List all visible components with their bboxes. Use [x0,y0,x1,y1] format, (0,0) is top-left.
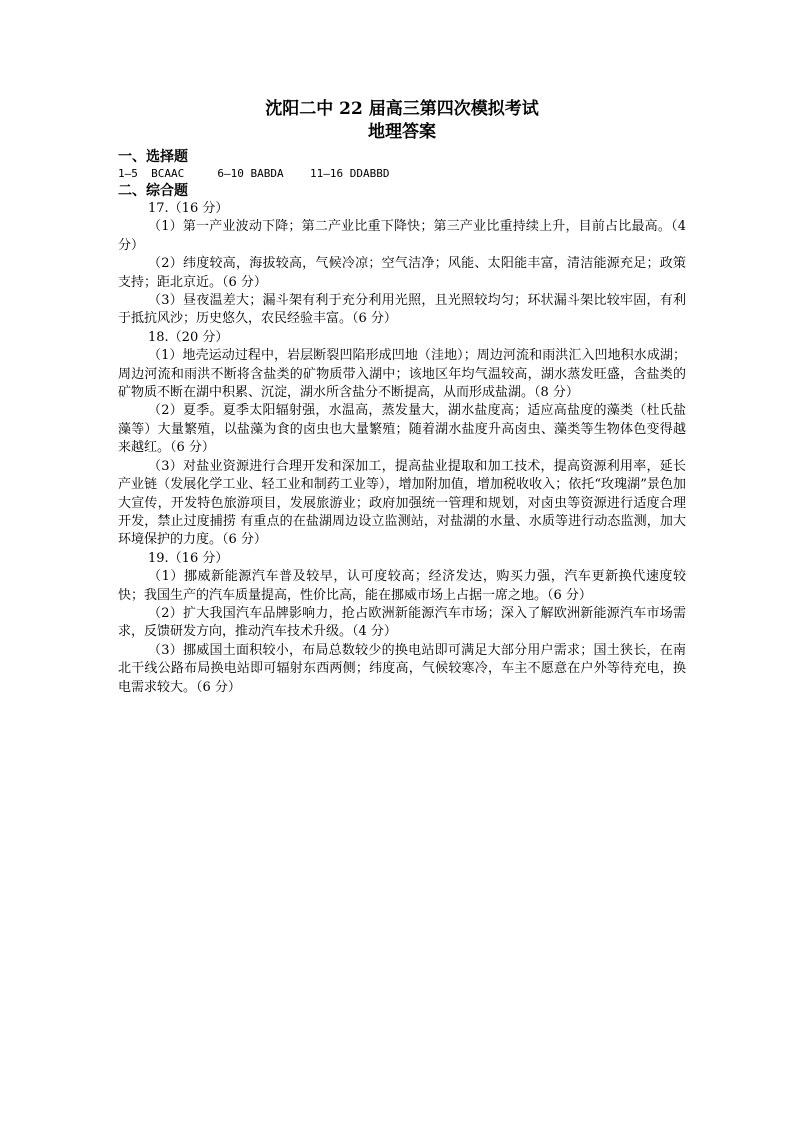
question-18-heading: 18.（20 分） [148,329,229,345]
document-subtitle: 地理答案 [368,122,436,142]
document-title: 沈阳二中 22 届高三第四次模拟考试 [265,99,539,119]
question-18-answer-3: （3）对盐业资源进行合理开发和深加工，提高盐业提取和加工技术，提高资源利用率，延长产业链（发展化学工业、轻工业和制药工业等），增加附加值，增加税收收入；依托“玫瑰湖”景色加大宣传，开发特色旅游项目，发展旅游业；政府加强统一管理和规划，对卤虫等资源进行适度合理开发，禁止过度捕捞 有重点的在盐湖周边设立监测站，对盐湖的水量、水质等进行动态监测，加大环境保护的力度。（6 分） [118,458,686,548]
answer-document [118,98,686,697]
question-19-answer-1: （1）挪威新能源汽车普及较早，认可度较高；经济发达，购买力强，汽车更新换代速度较快；我国生产的汽车质量提高，性价比高，能在挪威市场上占据一席之地。（6 分） [118,569,686,603]
question-18-answer-2: （2）夏季。夏季太阳辐射强，水温高，蒸发量大，湖水盐度高；适应高盐度的藻类（杜氏盐藻等）大量繁殖，以盐藻为食的卤虫也大量繁殖；随着湖水盐度升高卤虫、藻类等生物体色变得越来越红。（6 分） [118,403,686,456]
question-19-answer-2: （2）扩大我国汽车品牌影响力，抢占欧洲新能源汽车市场；深入了解欧洲新能源汽车市场需求，反馈研发方向，推动汽车技术升级。（4 分） [118,605,686,640]
question-19-answer-3: （3）挪威国土面积较小，布局总数较少的换电站即可满足大部分用户需求；国土狭长，在南北干线公路布局换电站即可辐射东西两侧；纬度高，气候较寒冷，车主不愿意在户外等待充电，换电需求较大。（6 分） [118,642,686,695]
question-19-heading: 19.（16 分） [148,550,229,566]
section-heading-choice: 一、选择题 [118,149,188,165]
choice-answers: 1—5 BCAAC 6—10 BABDA 11—16 DDABBD [118,167,390,180]
question-17-answer-3: （3）昼夜温差大；漏斗架有利于充分利用光照，且光照较均匀；环状漏斗架比较牢固，有利于抵抗风沙；历史悠久，农民经验丰富。（6 分） [118,293,686,327]
question-17-answer-2: （2）纬度较高，海拔较高，气候冷凉；空气洁净；风能、太阳能丰富，清洁能源充足；政策支持；距北京近。（6 分） [118,256,686,290]
question-18-answer-1: （1）地壳运动过程中，岩层断裂凹陷形成凹地（洼地）；周边河流和雨洪汇入凹地积水成湖；周边河流和雨洪不断将含盐类的矿物质带入湖中；该地区年均气温较高，湖水蒸发旺盛，含盐类的矿物质不断在湖中积累、沉淀，湖水所含盐分不断提高，从而形成盐湖。（8 分） [118,348,686,401]
section-heading-comprehensive: 二、综合题 [118,183,188,199]
question-17-answer-1: （1）第一产业波动下降；第二产业比重下降快；第三产业比重持续上升，目前占比最高。（4 分） [118,219,686,253]
question-17-heading: 17.（16 分） [148,201,229,216]
